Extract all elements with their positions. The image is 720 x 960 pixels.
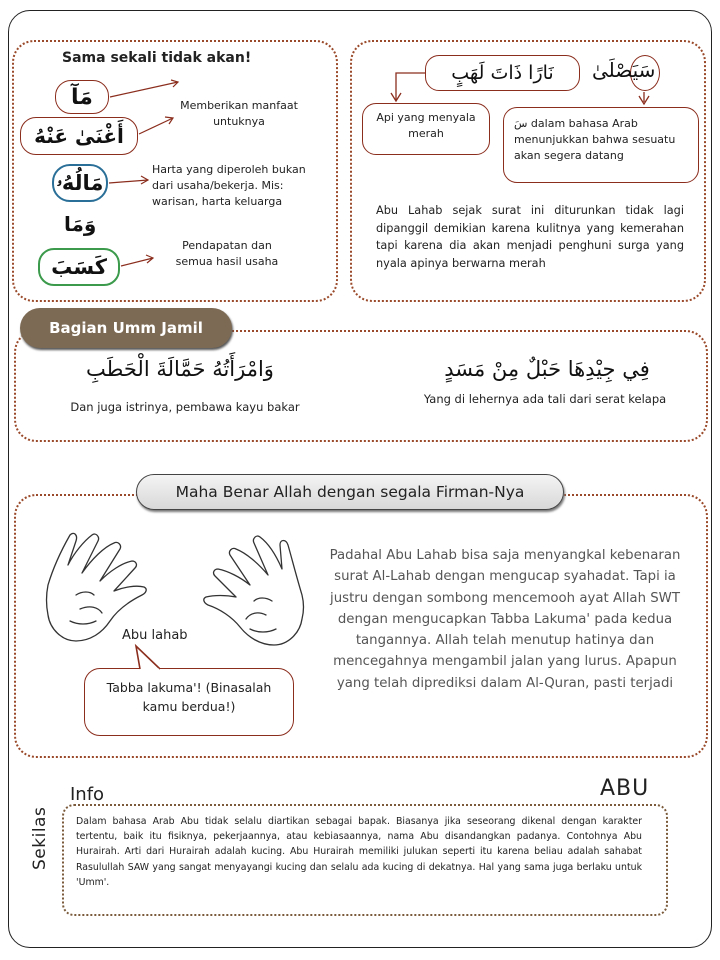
word-aghna-text: أَغْنَىٰ عَنْهُ bbox=[34, 124, 124, 148]
info-label: Info bbox=[70, 784, 105, 805]
abu-lahab-paragraph: Abu Lahab sejak surat ini diturunkan tidak lagi dipanggil demikian karena kulitnya yang kemerahan tapi karena dia akan menjadi penghuni surga yang nyala apinya berwarna merah bbox=[376, 204, 684, 270]
phrase-sa-text: سَيَصْلَىٰ bbox=[592, 58, 656, 82]
word-wama: وَمَا bbox=[64, 212, 97, 236]
word-ma-text: مَآ bbox=[71, 84, 93, 110]
box-api-menyala-text: Api yang menyala merah bbox=[376, 111, 476, 140]
vocab-heading: Sama sekali tidak akan! bbox=[62, 50, 252, 66]
sekilas-paragraph: Dalam bahasa Arab Abu tidak selalu diartikan sebagai bapak. Biasanya jika seseorang dikenal dengan karakter tertentu, baik itu fisiknya, pekerjaannya, atau kebiasaannya, nama Abu disandangkan padanya. Contohnya Abu Hurairah. Arti dari Hurairah adalah kucing. Abu Hurairah memiliki julukan seperti itu karena beliau adalah sahabat Rasulullah SAW yang sangat menyayangi kucing dan selalu ada kucing di dekatnya. Hal yang sama juga berlaku untuk 'Umm'. bbox=[76, 816, 642, 888]
word-maluhu-text: مَالُهُۥ bbox=[56, 170, 104, 195]
tabba-bubble-text: Tabba lakuma'! (Binasalah kamu berdua!) bbox=[106, 680, 272, 714]
umm-jamil-left-translation: Dan juga istrinya, pembawa kayu bakar bbox=[70, 400, 300, 414]
umm-jamil-right-arabic: فِي جِيْدِهَا حَبْلٌ مِنْ مَسَدٍ bbox=[444, 357, 650, 381]
hands-label: Abu lahab bbox=[122, 628, 188, 643]
phrase-nar-text: نَارًا ذَاتَ لَهَبٍ bbox=[451, 62, 554, 84]
note-manfaat: Memberikan manfaat untuknya bbox=[180, 99, 298, 128]
word-kasaba-text: كَسَبَ bbox=[51, 255, 107, 279]
abu-label: ABU bbox=[600, 776, 650, 801]
note-pendapatan: Pendapatan dan semua hasil usaha bbox=[175, 239, 279, 268]
umm-jamil-right-translation: Yang di lehernya ada tali dari serat kelapa bbox=[423, 392, 667, 406]
umm-jamil-left-arabic: وَامْرَأَتُهُ حَمَّالَةَ الْحَطَبِ bbox=[86, 357, 274, 381]
note-harta: Harta yang diperoleh bukan dari usaha/bekerja. Mis: warisan, harta keluarga bbox=[152, 163, 306, 208]
maha-benar-banner-label: Maha Benar Allah dengan segala Firman-Nya bbox=[175, 483, 525, 501]
maha-benar-paragraph: Padahal Abu Lahab bisa saja menyangkal kebenaran surat Al-Lahab dengan mengucap syahadat. Tapi ia justru dengan sombong mencemooh ayat Allah SWT dengan mengucapkan Tabba Lakuma' pada kedua tangannya. Allah telah menutup hatinya dan mencegahnya mengambil jalan yang lurus. Apapun yang telah diprediksi dalam Al-Quran, pasti terjadi bbox=[329, 548, 681, 691]
box-sa-explained-text: سَ dalam bahasa Arab menunjukkan bahwa sesuatu akan segera datang bbox=[514, 117, 676, 162]
sekilas-side-label: Sekilas bbox=[30, 806, 50, 870]
umm-jamil-tab-label: Bagian Umm Jamil bbox=[49, 319, 203, 337]
